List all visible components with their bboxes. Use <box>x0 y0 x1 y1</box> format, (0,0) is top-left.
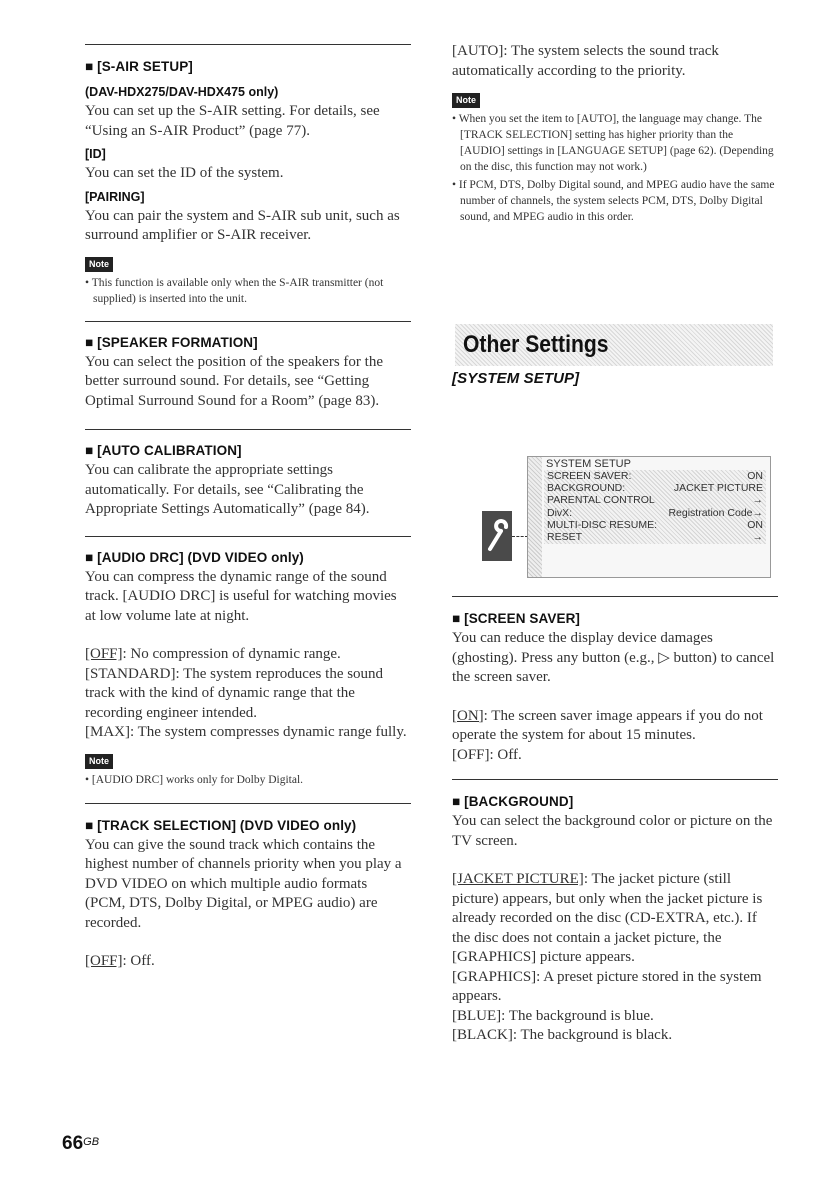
audio-drc-heading: ■ [AUDIO DRC] (DVD VIDEO only) <box>85 549 304 565</box>
audio-drc-max: [MAX]: The system compresses dynamic range fully. <box>85 724 407 740</box>
background-heading: ■ [BACKGROUND] <box>452 794 574 809</box>
id-text: You can set the ID of the system. <box>85 165 284 181</box>
screen-saver-off: [OFF]: Off. <box>452 746 522 763</box>
background-jacket <box>452 870 778 968</box>
osd-row-value: Registration Code→ <box>668 506 763 519</box>
id-heading: [ID] <box>85 147 106 161</box>
divider <box>85 803 411 804</box>
speaker-formation-text: You can select the position of the speakers for the better surround sound. For details, see “Getting Optimal Surround Sound for a Room” (page 83). <box>85 353 383 409</box>
page-number-suffix: GB <box>83 1136 100 1148</box>
osd-row-value: JACKET PICTURE <box>673 482 763 495</box>
auto-calibration-text: You can calibrate the appropriate settings automatically. For details, see “Calibrating the Appropriate Settings Automatically” (page 84). <box>85 462 370 517</box>
note-badge: Note <box>452 93 480 108</box>
osd-row-label: PARENTAL CONTROL <box>547 494 655 507</box>
osd-row <box>544 531 766 543</box>
auto-text: [AUTO]: The system selects the sound track automatically according to the priority. <box>452 43 719 79</box>
off-option-label: [OFF] <box>85 646 123 662</box>
right-column-top <box>452 42 778 225</box>
divider <box>85 429 411 430</box>
left-column <box>85 44 411 972</box>
background-graphics: [GRAPHICS]: A preset picture stored in the system appears. <box>452 968 762 1004</box>
system-setup-heading: [SYSTEM SETUP] <box>452 370 580 387</box>
note-badge: Note <box>85 257 113 272</box>
jacket-option-text: : The jacket picture (still picture) appears, but only when the jacket picture is already recorded on the disc (CD-EXTRA, etc.). If the disc does not contain a jacket picture, the [GRAPHICS] picture appears. <box>452 871 763 965</box>
pairing-text: You can pair the system and S-AIR sub unit, such as surround amplifier or S-AIR receiver. <box>85 207 400 243</box>
osd-row-value: ON <box>747 518 763 531</box>
osd-row <box>544 519 766 531</box>
osd-title: SYSTEM SETUP <box>546 458 631 470</box>
track-selection-heading: ■ [TRACK SELECTION] (DVD VIDEO only) <box>85 817 357 833</box>
off-option-text: : No compression of dynamic range. <box>122 646 341 662</box>
audio-drc-standard: [STANDARD]: The system reproduces the sound track with the kind of dynamic range that the recording engineer intended. <box>85 665 384 721</box>
audio-drc-text: You can compress the dynamic range of the sound track. [AUDIO DRC] is useful for watching movies at low volume late at night. <box>85 568 397 624</box>
osd-sidebar <box>528 457 542 577</box>
osd-row-value: → <box>752 494 763 507</box>
background-text: You can select the background color or picture on the TV screen. <box>452 813 773 849</box>
audio-drc-note: • [AUDIO DRC] works only for Dolby Digital. <box>85 773 304 786</box>
divider <box>85 321 411 322</box>
osd-row-label: RESET <box>547 530 583 543</box>
s-air-setup-heading: ■ [S-AIR SETUP] <box>85 59 193 74</box>
screen-saver-text: You can reduce the display device damages (ghosting). Press any button (e.g., ▷ button) to cancel the screen saver. <box>452 630 775 685</box>
jacket-option-label: [JACKET PICTURE] <box>452 871 584 887</box>
osd-row <box>544 494 766 506</box>
osd-row <box>544 482 766 494</box>
track-selection-off <box>85 952 411 972</box>
page-number-value: 66 <box>62 1133 84 1154</box>
page-number <box>62 1133 99 1155</box>
screen-saver-on <box>452 707 778 746</box>
background-blue: [BLUE]: The background is blue. <box>452 1007 654 1024</box>
background-black: [BLACK]: The background is black. <box>452 1027 673 1043</box>
screen-saver-heading: ■ [SCREEN SAVER] <box>452 611 581 626</box>
osd-row-label: DivX: <box>547 506 573 519</box>
osd-row-value: → <box>752 530 763 543</box>
divider <box>85 536 411 537</box>
s-air-intro: You can set up the S-AIR setting. For details, see “Using an S-AIR Product” (page 77). <box>85 103 380 139</box>
auto-calibration-heading: ■ [AUTO CALIBRATION] <box>85 443 242 458</box>
divider <box>85 44 411 45</box>
track-selection-text: You can give the sound track which contains the highest number of channels priority when you play a DVD VIDEO on which multiple audio formats (PCM, DTS, Dolby Digital, or MPEG audio) are recorded. <box>85 836 402 931</box>
osd-row-value: ON <box>747 470 763 482</box>
on-option-label: [ON] <box>452 707 484 724</box>
off-option-text: : Off. <box>122 953 155 969</box>
osd-row-label: BACKGROUND: <box>547 482 626 495</box>
osd-row <box>544 470 766 482</box>
s-air-note: • This function is available only when the S-AIR transmitter (not supplied) is inserted into the unit. <box>85 276 384 305</box>
on-option-text: : The screen saver image appears if you do not operate the system for about 15 minutes. <box>452 707 763 743</box>
speaker-formation-heading: ■ [SPEAKER FORMATION] <box>85 334 258 350</box>
divider <box>452 596 778 597</box>
s-air-models-subheading: (DAV-HDX275/DAV-HDX475 only) <box>85 85 279 99</box>
osd-menu <box>544 470 766 544</box>
auto-note-1: • When you set the item to [AUTO], the language may change. The [TRACK SELECTION] setting has higher priority than the [AUDIO] settings in [LANGUAGE SETUP] (page 62). (Depending on the disc, this function may not work.) <box>452 113 774 173</box>
osd-row-label: MULTI-DISC RESUME: <box>547 518 658 531</box>
osd-row <box>544 507 766 519</box>
system-setup-osd-screen <box>527 456 771 578</box>
callout-line <box>512 536 528 537</box>
divider <box>452 779 778 780</box>
right-column-bottom <box>452 596 778 1046</box>
osd-row-label: SCREEN SAVER: <box>547 470 632 482</box>
note-badge: Note <box>85 754 113 769</box>
auto-note-2: • If PCM, DTS, Dolby Digital sound, and MPEG audio have the same number of channels, the system selects PCM, DTS, Dolby Digital sound, and MPEG audio in this order. <box>452 179 775 223</box>
pairing-heading: [PAIRING] <box>85 189 145 204</box>
off-option-label: [OFF] <box>85 953 123 969</box>
wrench-icon <box>482 511 512 561</box>
audio-drc-off <box>85 645 411 665</box>
section-banner-title: Other Settings <box>463 331 609 358</box>
system-setup-heading-wrap <box>452 370 778 387</box>
section-banner <box>455 324 773 366</box>
